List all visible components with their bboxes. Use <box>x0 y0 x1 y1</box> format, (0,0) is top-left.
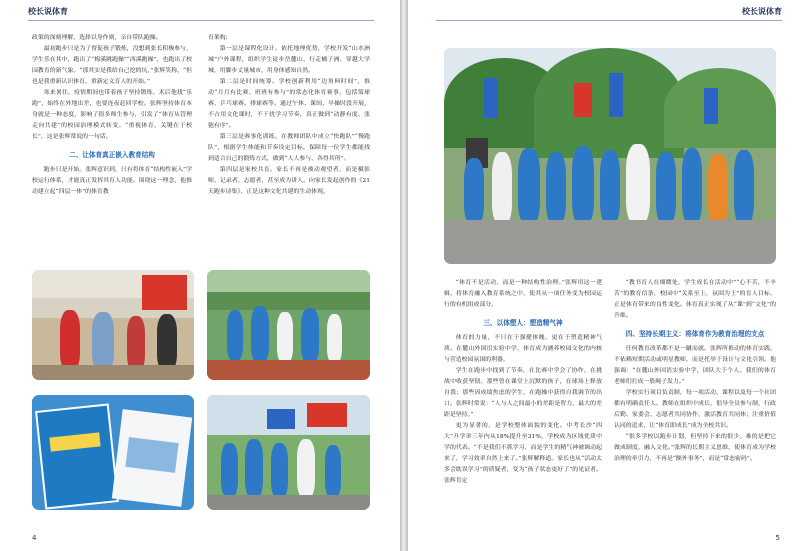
right-col-1 <box>444 278 602 487</box>
paragraph: 学校实行项目负责制，每一项活动、课程以及每一个社团都有明确责任人。教师在组织中成长，倡导全员参与制，行政后勤、家委会、志愿者共同协作，激活教育共同体；注重价值认同的追求，让“体育即成长”成为全校共识。 <box>614 390 776 429</box>
header-rule <box>28 20 374 21</box>
page-header-right: 校长说体育 <box>742 7 782 16</box>
book-gutter <box>400 0 408 551</box>
left-col-2 <box>208 33 370 198</box>
paragraph: “教书育人在细微处，学生成长在活动中”“心不苦，不辛苦”的教育信条，校园中“关系至上，氛围为王”的育人目标，正是体育带来的良性变化。体育真正实现了从“课”到“文化”的升维。 <box>614 280 776 319</box>
header-rule <box>436 20 782 21</box>
paragraph: 体育的力量，不只在于强健体魄，更在于塑造精神气质。在麓山外国语实验中学，体育成为涵养校园文化的内核与营造校园氛围的利器。 <box>444 335 602 363</box>
paragraph: 育架构: <box>208 35 228 41</box>
left-col-1 <box>32 33 192 198</box>
page-header-left: 校长说体育 <box>28 7 68 16</box>
paragraph: 寒来暑往，疫情期间也带着孩子坚持锻炼。术后他找“乐跑”，始终在外地出差，也要连夜赶回学校。张辉坚持体育本身就是一种态度，影响了很多师生参与，引发了“体育从管理走向共建”的校园治理模式转变。“重视体育，关键在于校长”，这是张辉常说的一句话。 <box>32 90 192 140</box>
right-col-2 <box>614 278 776 465</box>
left-page <box>0 0 400 551</box>
paragraph: 第二层是时间统筹。学校创新利用“边角料时间”，推动“月月有比赛、班班有参与”的常态化体育赛事，包括篮球赛、乒乓球赛、排球赛等。通过午休、课间、早操时段开展，不占用文化课时，不干扰学习节奏，真正做到“动静有度、张弛有序”。 <box>208 79 370 129</box>
paragraph: 任何教育改革都不是一蹴而就。张辉所推动的体育实践，不依赖短期活动或明星教师，而是托举于设计与文化引领。他强调：“在麓山外国语实验中学，团队大于个人。我们的体育老师们打成一股绳子发力。” <box>614 346 776 385</box>
paragraph: 更为显著的，是学校整体面貌的变化。中考长沙“四大”升学率三年内从18%提升至31%，学校成为区域优质中学的代表。“不是我们不抓学习，而是学生的精气神被调动起来了，学习效率自然上来了。”张辉解释道。家长也从“活动太多会耽误学习”的质疑者，变为“孩子状态更好了”的见证者。张辉肯定 <box>444 423 602 484</box>
photo-officials-flag <box>32 270 194 380</box>
paragraph: “很多学校以跑步计划，但坚持下来的很少。难的是把它做成制度，融入文化。”张辉的长期主义思维，使体育成为学校治理的牵引力，不再是“额外事务”，而是“常态密码”。 <box>614 434 776 462</box>
section-heading: 四、坚持长期主义：将体育作为教育治理的支点 <box>625 330 765 338</box>
paragraph: 第一层是课程化设计。依托地理优势，学校开发“山水洲城”户外课程，组织学生徒步岳麓山、行走橘子洲、穿越大学城，用脚步丈量城市，用身体感知自然。 <box>208 46 370 74</box>
page-number-left: 4 <box>32 534 37 542</box>
paragraph: 最初跑步只是为了督促孩子锻炼，没想到张长积极参与，学生乐在其中，跑出了“梅溪跳跑操”“西溪跑操”，也跑出了校园教育的新气象。“那其实是我给自己挖的坑，”张辉笑称，“但也是我重新认识体育、重新定义育人的开始。” <box>32 46 192 85</box>
paragraph: 第三层是赛事化训练。在教师团队中成立“快跑队”“慢跑队”，根据学生体能和节奏设定目标，保障每一位学生都能找到适合自己的锻炼方式，做到“人人参与、各得其所”。 <box>208 134 370 162</box>
photo-runners-field <box>207 270 370 380</box>
section-heading: 二、让体育真正嵌入教育结构 <box>69 151 155 159</box>
paragraph: “体育不是活动，而是一种结构性治理。”张辉用这一逻辑，将体育融入教育系统之中，使其从一项任务变为校园运行的有机组成部分。 <box>444 280 602 308</box>
paragraph: 第四层是家校共育。家长不再是被动观望者，而是摄影师、记录者、志愿者，甚至成为讲人。向家长发起创作的《21天跑步诗集》，正是这种文化共建的生动体现。 <box>208 167 370 195</box>
section-heading: 三、以体塑人：塑造精气神 <box>483 319 563 327</box>
paragraph: 跑步只是开始。张辉意识到，只有将体育“结构性嵌入”学校运行体系，才能真正发挥其育人功能。围绕这一理念，他推动建立起“四层一体”的体育教 <box>32 167 192 195</box>
right-page <box>408 0 810 551</box>
photo-booklets <box>32 395 194 510</box>
paragraph: 学生在跑步中找到了节奏，在比赛中学会了协作，在挑战中收获坚韧。那些曾在课堂上沉默的孩子，在球场上释放自我；那些因成绩焦虑的学生，在跑操中获得自我调节的出口。张辉时常说：“人与人之间最小的差距是智力，最大的差距是坚持。” <box>444 368 602 418</box>
photo-flag-runners <box>207 395 370 510</box>
page-number-right: 5 <box>775 534 780 542</box>
photo-group-run <box>444 48 776 264</box>
paragraph: 政策的深刻理解，选择以身作则，亲自带队跑操。 <box>32 35 162 41</box>
